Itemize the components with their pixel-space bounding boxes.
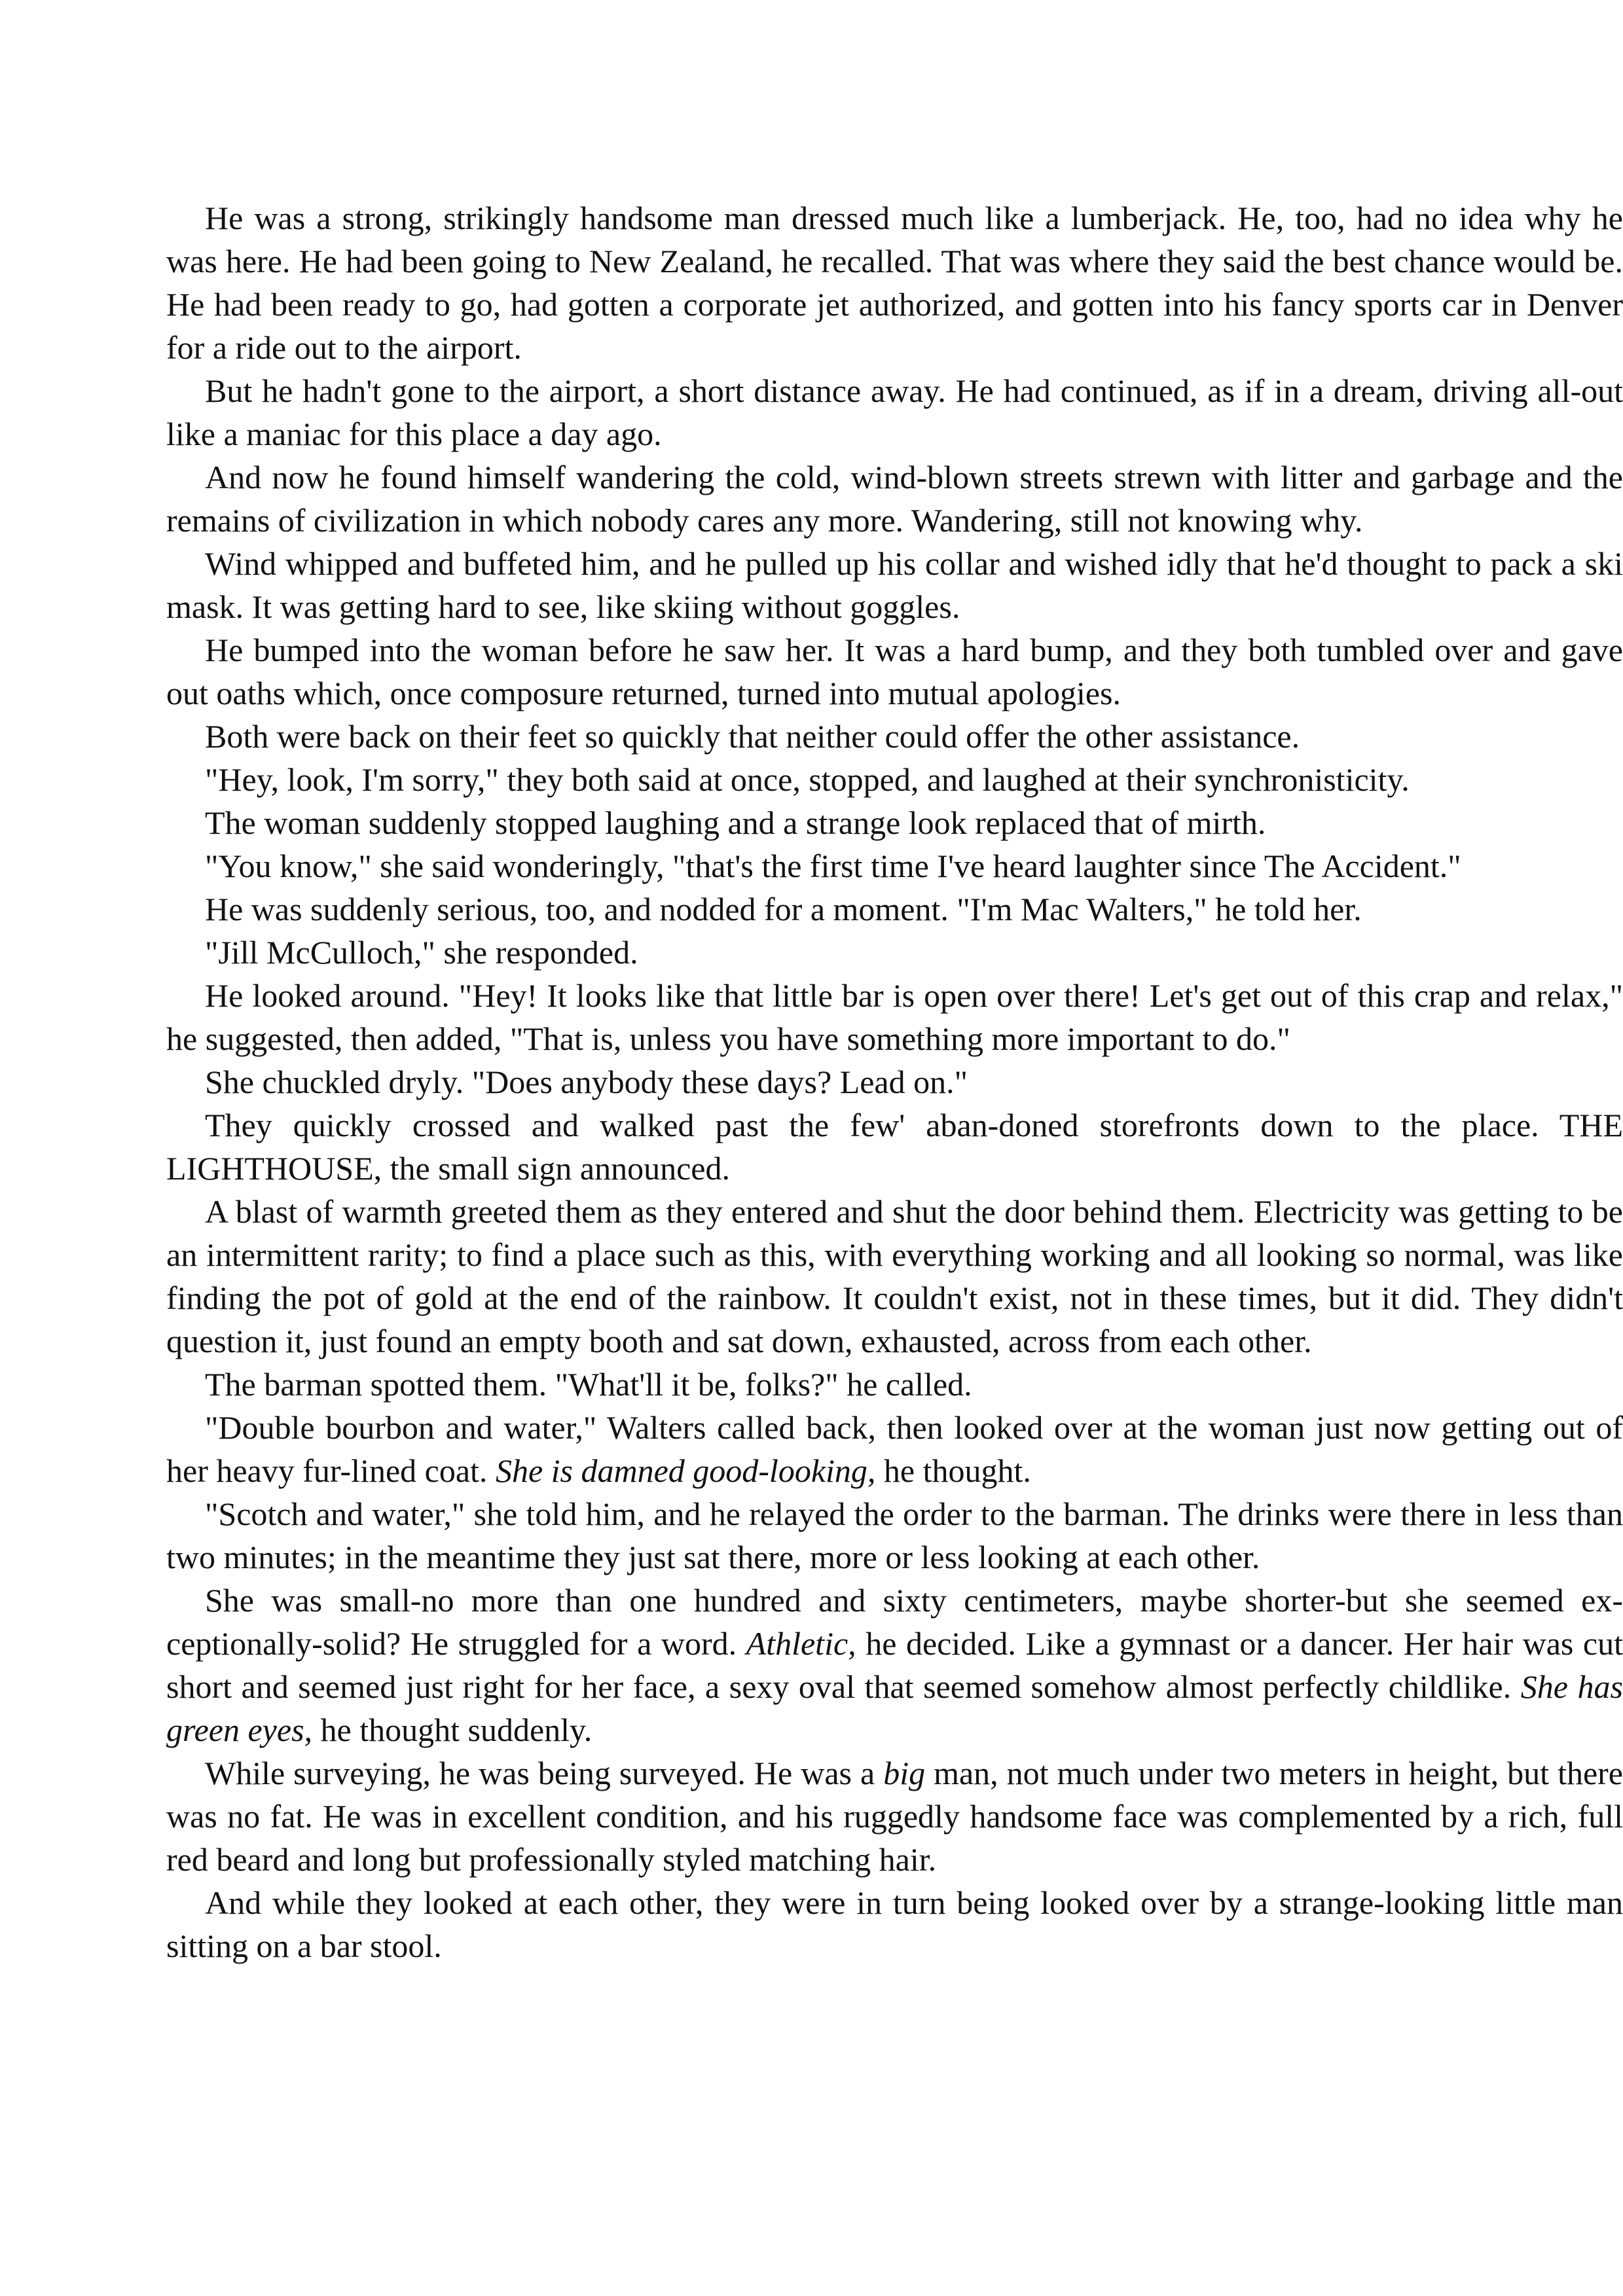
text-run: Wind whipped and buffeted him, and he pulled up his collar and wished idly that he'd thought to pack a ski mask. It was getting hard to see, like skiing without goggles.	[166, 545, 1623, 625]
paragraph	[166, 844, 1623, 888]
body-text	[166, 196, 1623, 1967]
text-run: While surveying, he was being surveyed. He was a	[205, 1755, 884, 1791]
paragraph	[166, 1103, 1623, 1190]
paragraph	[166, 1492, 1623, 1579]
paragraph	[166, 974, 1623, 1060]
text-run: He was suddenly serious, too, and nodded for a moment. "I'm Mac Walters," he told her.	[205, 891, 1362, 927]
text-run: She chuckled dryly. "Does anybody these days? Lead on."	[205, 1064, 968, 1100]
text-run: he thought suddenly.	[312, 1712, 593, 1748]
italic-run: Athletic,	[746, 1625, 856, 1662]
paragraph	[166, 628, 1623, 715]
paragraph	[166, 1190, 1623, 1363]
text-run: The woman suddenly stopped laughing and a strange look replaced that of mirth.	[205, 804, 1266, 841]
paragraph	[166, 542, 1623, 628]
paragraph	[166, 456, 1623, 542]
text-run: The barman spotted them. "What'll it be, folks?" he called.	[205, 1366, 972, 1403]
paragraph	[166, 1406, 1623, 1492]
text-run: But he hadn't gone to the airport, a short distance away. He had continued, as if in a dream, driving all-out like a maniac for this place a day ago.	[166, 372, 1623, 452]
paragraph	[166, 931, 1623, 974]
paragraph	[166, 196, 1623, 369]
text-run: he thought.	[875, 1452, 1031, 1489]
text-run: A blast of warmth greeted them as they entered and shut the door behind them. Electricity was getting to be an intermittent rarity; to find a place such as this, with everything working and all looking so normal, was like finding the pot of gold at the end of the rainbow. It couldn't exist, not in these times, but it did. They didn't question it, just found an empty booth and sat down, exhausted, across from each other.	[166, 1193, 1623, 1359]
italic-run: She is damned good-looking,	[495, 1452, 876, 1489]
paragraph	[166, 758, 1623, 801]
paragraph	[166, 715, 1623, 758]
paragraph	[166, 1579, 1623, 1751]
text-run: And now he found himself wandering the cold, wind-blown streets strewn with litter and garbage and the remains of civilization in which nobody cares any more. Wandering, still not knowing why.	[166, 459, 1623, 539]
text-run: He looked around. "Hey! It looks like that little bar is open over there! Let's get out of this crap and relax," he suggested, then added, "That is, unless you have something more important to do."	[166, 977, 1623, 1057]
text-run: he decided. Like a gymnast or a dancer. Her hair was cut short and seemed just right for her face, a sexy oval that seemed somehow almost perfectly childlike.	[166, 1625, 1623, 1705]
text-run: He was a strong, strikingly handsome man dressed much like a lumberjack. He, too, had no idea why he was here. He had been going to New Zealand, he recalled. That was where they said the best chance would be. He had been ready to go, had gotten a corporate jet authorized, and gotten into his fancy sports car in Denver for a ride out to the airport.	[166, 200, 1623, 366]
text-run: man, not much under two meters in height, but there was no fat. He was in excellent condition, and his ruggedly handsome face was complemented by a rich, full red beard and long but professionally styled matching hair.	[166, 1755, 1623, 1878]
text-run: And while they looked at each other, they were in turn being looked over by a strange-looking little man sitting on a bar stool.	[166, 1884, 1623, 1964]
paragraph	[166, 801, 1623, 844]
paragraph	[166, 888, 1623, 931]
text-run: "Jill McCulloch," she responded.	[205, 934, 638, 971]
paragraph	[166, 1363, 1623, 1406]
text-run: "You know," she said wonderingly, "that's the first time I've heard laughter since The Accident."	[205, 848, 1461, 884]
text-run: They quickly crossed and walked past the few' aban-doned storefronts down to the place. THE LIGHTHOUSE, the small sign announced.	[166, 1107, 1623, 1187]
text-run: Both were back on their feet so quickly that neither could offer the other assistance.	[205, 718, 1300, 755]
text-run: "Hey, look, I'm sorry," they both said at once, stopped, and laughed at their synchronisticity.	[205, 761, 1410, 798]
text-run: "Double bourbon and water," Walters called back, then looked over at the woman just now getting out of her heavy fur-lined coat.	[166, 1409, 1623, 1489]
paragraph	[166, 369, 1623, 456]
text-run: She was small-no more than one hundred and sixty centimeters, maybe shorter-but she seemed ex-ceptionally-solid? He struggled for a word.	[166, 1582, 1623, 1662]
paragraph	[166, 1060, 1623, 1103]
italic-run: big	[883, 1755, 926, 1791]
italic-run: She has green eyes,	[166, 1668, 1623, 1748]
text-run: "Scotch and water," she told him, and he relayed the order to the barman. The drinks were there in less than two minutes; in the meantime they just sat there, more or less looking at each other.	[166, 1496, 1623, 1575]
paragraph	[166, 1881, 1623, 1967]
text-run: He bumped into the woman before he saw her. It was a hard bump, and they both tumbled over and gave out oaths which, once composure returned, turned into mutual apologies.	[166, 632, 1623, 711]
paragraph	[166, 1751, 1623, 1881]
